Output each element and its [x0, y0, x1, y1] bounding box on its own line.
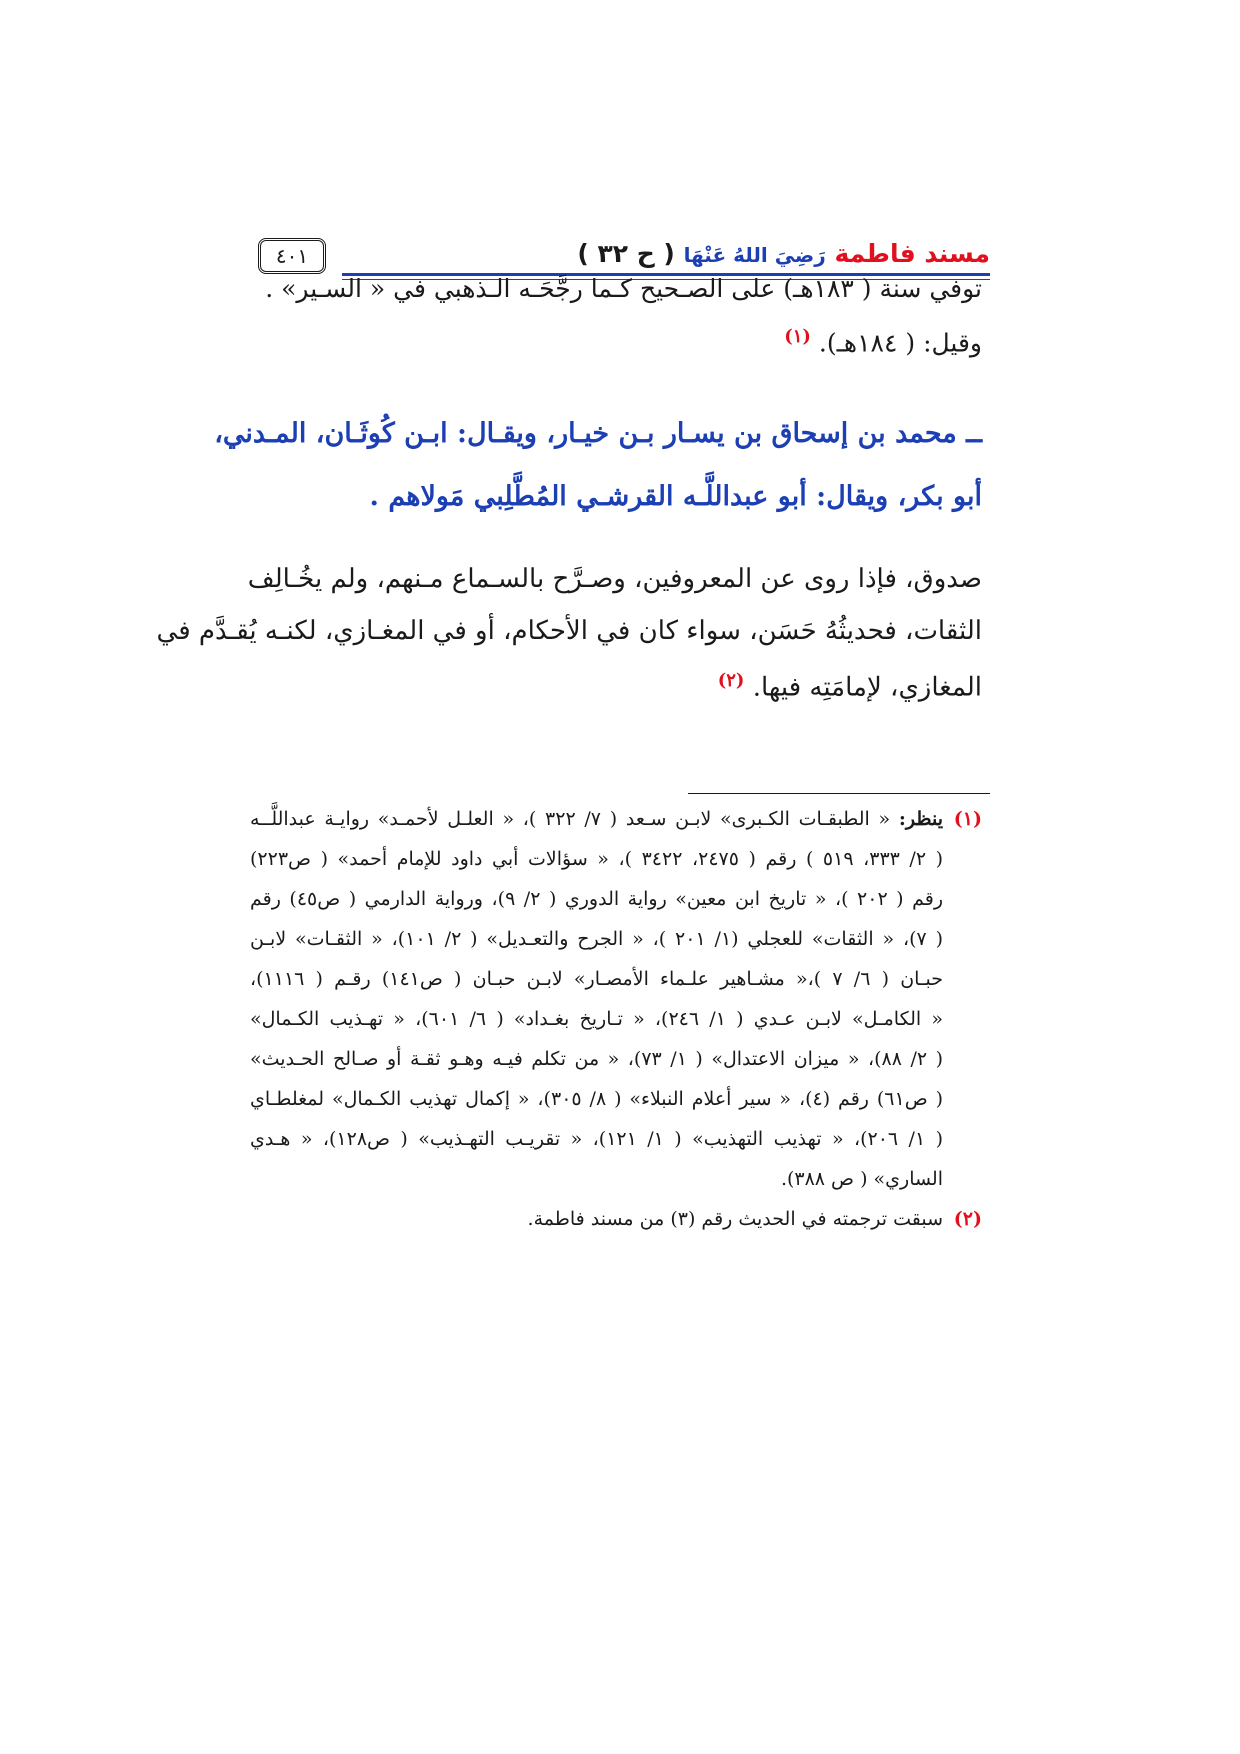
para-line-3 — [718, 670, 982, 703]
footnote-1-line-3-text: رقم ( ٢٠٢ )، « تاريخ ابن معين» رواية الدوري ( ٢/ ٩)، ورواية الدارمي ( ص٤٥) رقم — [250, 888, 944, 910]
page-number — [258, 238, 326, 274]
header-hadith-ref: ( ح ٣٢ ) — [577, 239, 675, 268]
header-book-title: مسند فاطمة — [834, 239, 990, 268]
footnote-1-line-7-text: ( ٢/ ٨٨)، « ميزان الاعتدال» ( ١/ ٧٣)، « من تكلم فيـه وهـو ثقـة أو صـالح الحـديث» — [250, 1048, 944, 1070]
footnote-1-line-1-text: « الطبقـات الكـبرى» لابـن سـعد ( ٧/ ٣٢٢ )، « العلـل لأحمـد» روايـة عبداللَّــه — [250, 808, 891, 830]
para-line-3-text: المغازي، لإمامَتِه فيها. — [752, 672, 982, 703]
footnote-2-num: (٢) — [953, 1208, 982, 1230]
footnote-1-line-10 — [250, 1168, 943, 1190]
para-line-2 — [156, 616, 982, 646]
footnote-2-number — [954, 1208, 982, 1230]
para-line-1 — [247, 564, 982, 594]
page-number-text: ٤٠١ — [275, 244, 309, 268]
footnote-1-line-2-text: ( ٢/ ٣٣٣، ٥١٩ ) رقم ( ٢٤٧٥، ٣٤٢٢ )، « سؤالات أبي داود للإمام أحمد» ( ص٢٢٣) — [250, 848, 944, 870]
para-line-1-text: صدوق، فإذا روى عن المعروفين، وصـرَّح بالسـماع مـنهم، ولم يخُـالِف — [247, 564, 982, 594]
body-line-1-text: توفي سنة ( ١٨٣هـ) على الصـحيح كـما رجَّحَـه الـذهبي في « السـير» . — [265, 274, 982, 303]
footnote-ref-1[interactable]: (١) — [784, 326, 811, 347]
footnote-1-line-2 — [250, 848, 943, 870]
narrator-heading-line-1 — [214, 418, 982, 449]
body-line-2-text: وقيل: ( ١٨٤هـ). — [818, 328, 982, 358]
footnote-1-line-7 — [250, 1048, 943, 1070]
footnote-1-line-9 — [250, 1128, 943, 1150]
body-line-1 — [265, 274, 982, 303]
narrator-heading-2-text: أبو بكر، ويقال: أبو عبداللَّـه القرشـي المُطَّلِبي مَولاهم . — [369, 481, 982, 512]
header-title — [577, 238, 990, 271]
footnote-1-line-9-text: ( ١/ ٢٠٦)، « تهذيب التهذيب» ( ١/ ١٢١)، « تقريـب التهـذيب» ( ص١٢٨)، « هـدي — [250, 1128, 943, 1150]
narrator-heading-1-text: ــ محمد بن إسحاق بن يسـار بـن خيـار، ويقـال: ابـن كُوثَـان، المـدني، — [214, 418, 982, 449]
footnote-separator — [688, 793, 990, 794]
footnote-1-line-4 — [250, 928, 943, 950]
footnote-1-line-5-text: حبـان ( ٦/ ٧ )،« مشـاهير علـماء الأمصـار» لابـن حبـان ( ص١٤١) رقـم ( ١١١٦)، — [250, 968, 943, 990]
footnote-1-line-6 — [250, 1008, 943, 1030]
footnote-1-line-3 — [250, 888, 943, 910]
footnote-1-line-8-text: ( ص٦١) رقم (٤)، « سير أعلام النبلاء» ( ٨/ ٣٠٥)، « إكمال تهذيب الكـمال» لمغلطـاي — [250, 1088, 943, 1110]
footnote-1-line-4-text: ( ٧)، « الثقات» للعجلي (١/ ٢٠١ )، « الجرح والتعـديل» ( ٢/ ١٠١)، « الثقـات» لابـن — [250, 928, 943, 950]
narrator-heading-line-2 — [370, 481, 982, 512]
footnote-1-line-6-text: « الكامـل» لابـن عـدي ( ١/ ٢٤٦)، « تـاريخ بغـداد» ( ٦/ ٦٠١)، « تهـذيب الكـمال» — [250, 1008, 943, 1030]
footnote-1-line-1 — [250, 808, 943, 830]
footnote-2-text: سبقت ترجمته في الحديث رقم (٣) من مسند فاطمة. — [527, 1208, 943, 1230]
footnote-1-number — [954, 808, 982, 830]
honorific-glyph: رَضِيَ اللهُ عَنْهَا — [683, 243, 826, 267]
running-header — [258, 238, 990, 274]
footnote-ref-2[interactable]: (٢) — [717, 670, 745, 691]
footnote-1-line-5 — [250, 968, 943, 990]
body-line-2 — [784, 326, 982, 357]
footnote-2-line-1 — [250, 1208, 943, 1230]
footnote-1-num: (١) — [953, 808, 982, 830]
footnote-1-line-8 — [250, 1088, 943, 1110]
footnote-1-line-10-text: الساري» ( ص ٣٨٨). — [780, 1168, 943, 1190]
footnote-1-lead: ينظر: — [898, 808, 944, 830]
para-line-2-text: الثقات، فحديثُهُ حَسَن، سواء كان في الأحكام، أو في المغـازي، لكنـه يُقـدَّم في — [156, 616, 982, 646]
